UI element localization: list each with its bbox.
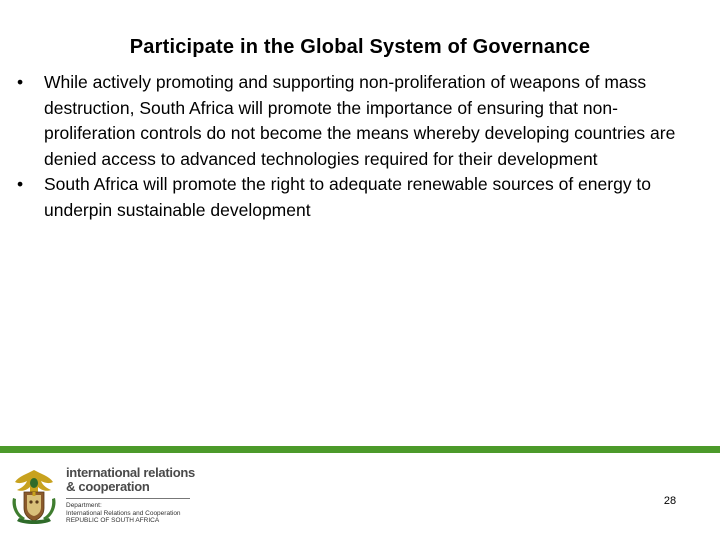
page-number: 28 (663, 495, 677, 507)
coat-of-arms-icon (9, 468, 59, 526)
footer-green-bar (0, 446, 720, 453)
logo-title-line1: international relations (66, 465, 195, 480)
logo-title-line2: & cooperation (66, 479, 150, 494)
dept-name: International Relations and Cooperation (66, 509, 181, 517)
department-logo (66, 466, 196, 526)
dept-country: REPUBLIC OF SOUTH AFRICA (66, 517, 160, 524)
logo-divider (66, 498, 190, 499)
bullet-item-2: • South Africa will promote the right to adequate renewable sources of energy to underpin sustainable development (16, 172, 696, 223)
slide-title: Participate in the Global System of Governance (129, 36, 591, 58)
bullet-item-1: • While actively promoting and supporting non-proliferation of weapons of mass destruction, South Africa will promote the importance of ensuring that non-proliferation controls do not become the means whereby developing countries are denied access to advanced technologies required for their development (16, 70, 696, 172)
dept-label: Department: (66, 502, 102, 509)
bullet-list (16, 70, 696, 223)
